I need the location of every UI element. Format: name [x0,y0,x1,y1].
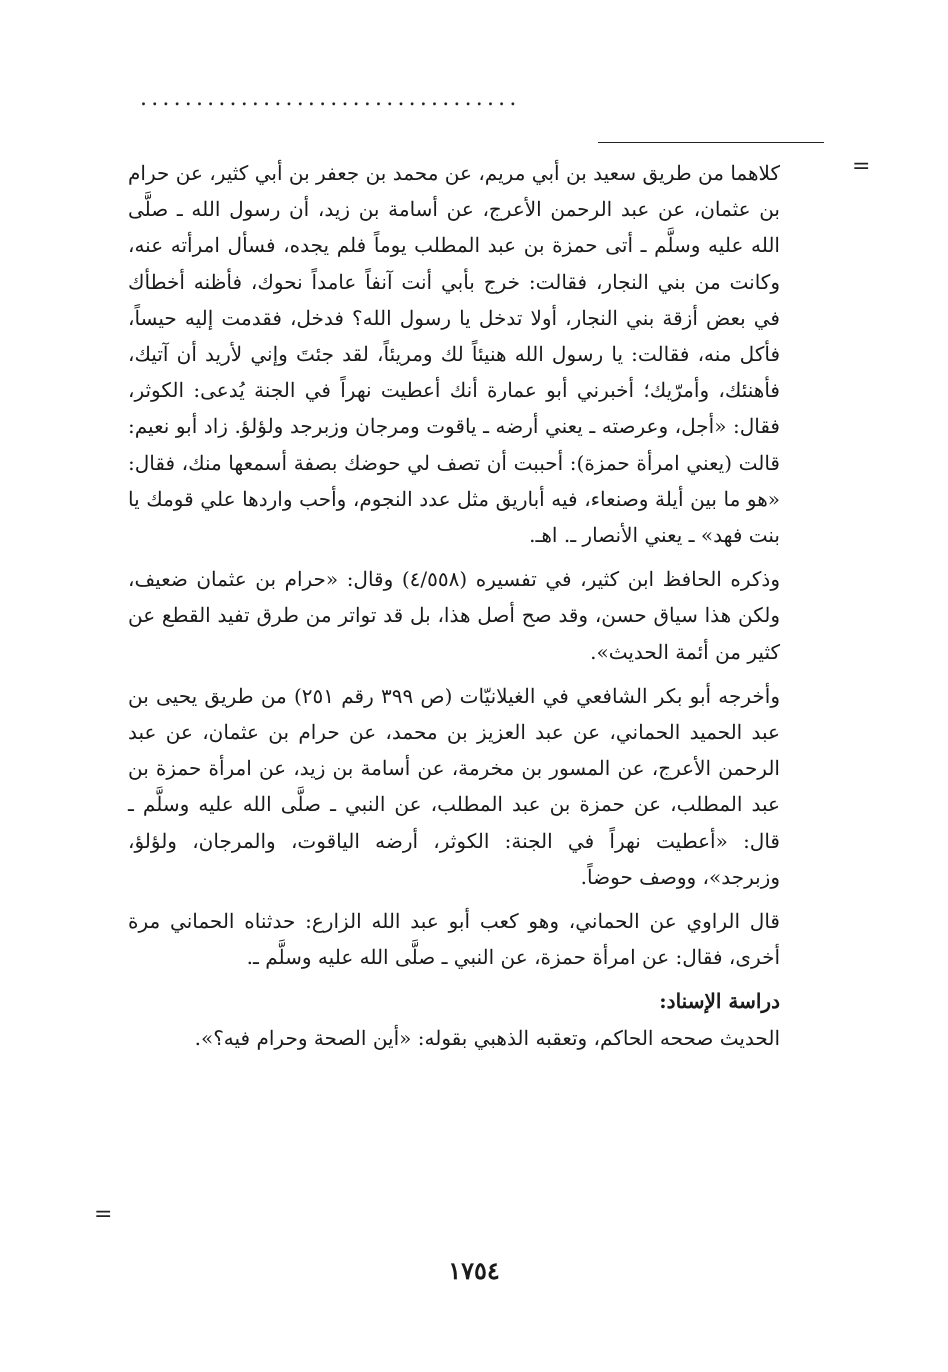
footnote-rule [598,142,824,143]
page-number: ١٧٥٤ [448,1256,500,1285]
continuation-mark-bottom: = [94,1202,113,1227]
footnote-paragraph: قال الراوي عن الحماني، وهو كعب أبو عبد الله الزارع: حدثناه الحماني مرة أخرى، فقال: عن امرأة حمزة، عن النبي ـ صلَّى الله عليه وسلَّم ـ. [128,909,780,970]
footnote-paragraph: كلاهما من طريق سعيد بن أبي مريم، عن محمد بن جعفر بن أبي كثير، عن حرام بن عثمان، عن عبد الرحمن الأعرج، عن أسامة بن زيد، أن رسول الله ـ صلَّى الله عليه وسلَّم ـ أتى حمزة بن عبد المطلب يوماً فلم يجده، فسأل امرأته عنه، وكانت من بني النجار، فقالت: خرج بأبي أنت آنفاً عامداً نحوك، فأظنه أخطأك في بعض أزقة بني النجار، أولا تدخل يا رسول الله؟ فدخل، فقدمت إليه حيساً، فأكل منه، فقالت: يا رسول الله هنيئاً لك ومريئاً، لقد جئتَ وإني لأريد أن آتيك، فأهنئك، وأمرّيك؛ أخبرني أبو عمارة أنك أعطيت نهراً في الجنة يُدعى: الكوثر، فقال: «أجل، وعرصته ـ يعني أرضه ـ ياقوت ومرجان وزبرجد ولؤلؤ. زاد أبو نعيم: قالت (يعني امرأة حمزة): أحببت أن تصف لي حوضك بصفة أسمعها منك، فقال: «هو ما بين أيلة وصنعاء، فيه أباريق مثل عدد النجوم، وأحب واردها علي قومك يا بنت فهد» ـ يعني الأنصار ـ. اهـ. [128,161,780,548]
dotted-separator: .................................. [140,88,521,110]
footnote-body [128,155,780,1056]
section-paragraph: الحديث صححه الحاكم، وتعقبه الذهبي بقوله: «أين الصحة وحرام فيه؟». [194,1025,780,1050]
continuation-mark-top: = [852,154,871,179]
section-heading: دراسة الإسناد: [659,989,780,1014]
footnote-paragraph: وأخرجه أبو بكر الشافعي في الغيلانيّات (ص ٣٩٩ رقم ٢٥١) من طريق يحيى بن عبد الحميد الحماني، عن عبد العزيز بن محمد، عن حرام بن عثمان، عن عبد الرحمن الأعرج، عن المسور بن مخرمة، عن أسامة بن زيد، عن امرأة حمزة بن عبد المطلب، عن حمزة بن عبد المطلب، عن النبي ـ صلَّى الله عليه وسلَّم ـ قال: «أعطيت نهراً في الجنة: الكوثر، أرضه الياقوت، والمرجان، ولؤلؤ، وزبرجد»، ووصف حوضاً. [128,683,780,889]
footnote-paragraph: وذكره الحافظ ابن كثير، في تفسيره (٤/٥٥٨) وقال: «حرام بن عثمان ضعيف، ولكن هذا سياق حسن، وقد صح أصل هذا، بل قد تواتر من طرق تفيد القطع عن كثير من أئمة الحديث». [128,567,780,664]
